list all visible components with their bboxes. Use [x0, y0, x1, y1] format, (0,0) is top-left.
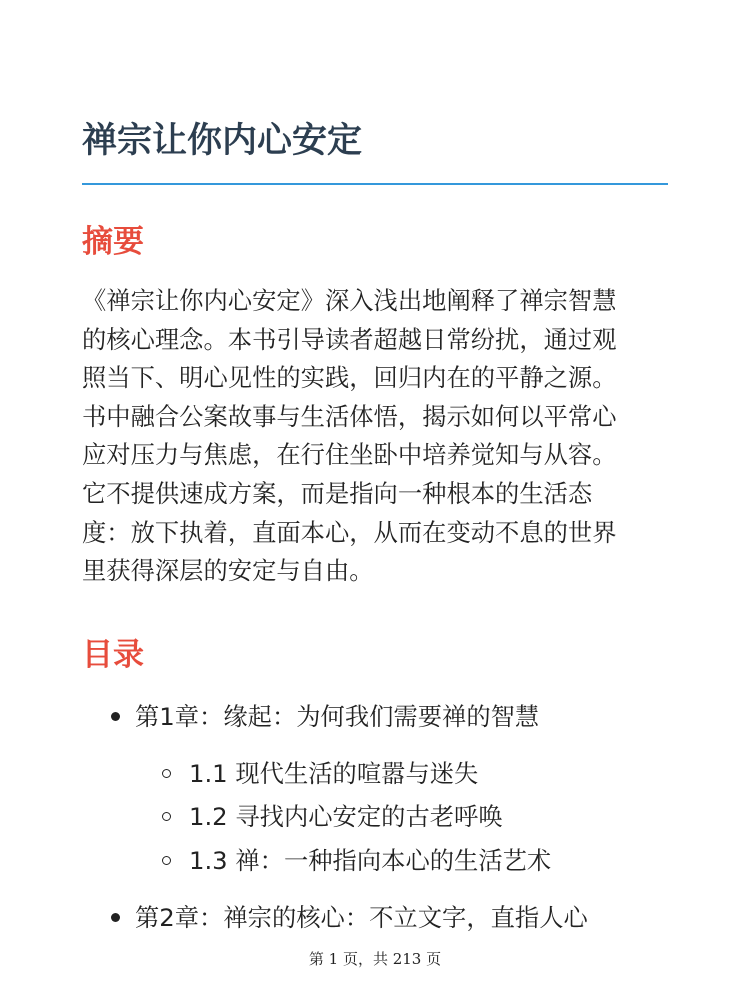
filled-bullet-icon	[111, 913, 120, 922]
toc-heading: 目录	[82, 637, 144, 673]
summary-line: 照当下、明心见性的实践，回归内在的平静之源。	[82, 363, 617, 393]
summary-paragraph	[82, 282, 672, 591]
toc-section-1-1	[189, 757, 478, 791]
summary-line: 《禅宗让你内心安定》深入浅出地阐释了禅宗智慧	[82, 286, 617, 315]
hollow-bullet-icon	[162, 812, 171, 821]
summary-heading: 摘要	[82, 224, 144, 260]
hollow-bullet-icon	[162, 856, 171, 865]
toc-section-label: 1.3 禅：一种指向本心的生活艺术	[189, 846, 552, 875]
toc-chapter-label: 第1章：缘起：为何我们需要禅的智慧	[135, 702, 540, 731]
toc-section-1-2	[189, 800, 503, 834]
title-divider	[82, 183, 668, 185]
toc-section-label: 1.2 寻找内心安定的古老呼唤	[189, 802, 503, 831]
toc-chapter-2	[135, 901, 588, 935]
toc-chapter-label: 第2章：禅宗的核心：不立文字，直指人心	[135, 903, 588, 932]
summary-line: 度：放下执着，直面本心，从而在变动不息的世界	[82, 517, 617, 547]
toc-section-label: 1.1 现代生活的喧嚣与迷失	[189, 759, 479, 788]
hollow-bullet-icon	[162, 769, 171, 778]
summary-line: 应对压力与焦虑，在行住坐卧中培养觉知与从容。	[82, 440, 617, 470]
summary-line: 书中融合公案故事与生活体悟，揭示如何以平常心	[82, 401, 617, 431]
toc-section-1-3	[189, 844, 551, 878]
summary-line: 里获得深层的安定与自由。	[82, 556, 374, 586]
document-title: 禅宗让你内心安定	[82, 121, 363, 161]
filled-bullet-icon	[111, 712, 120, 721]
page-number: 第 1 页，共 213 页	[308, 950, 442, 968]
summary-line: 它不提供速成方案，而是指向一种根本的生活态	[82, 478, 593, 508]
summary-line: 的核心理念。本书引导读者超越日常纷扰，通过观	[82, 324, 617, 354]
toc-chapter-1	[135, 700, 539, 734]
